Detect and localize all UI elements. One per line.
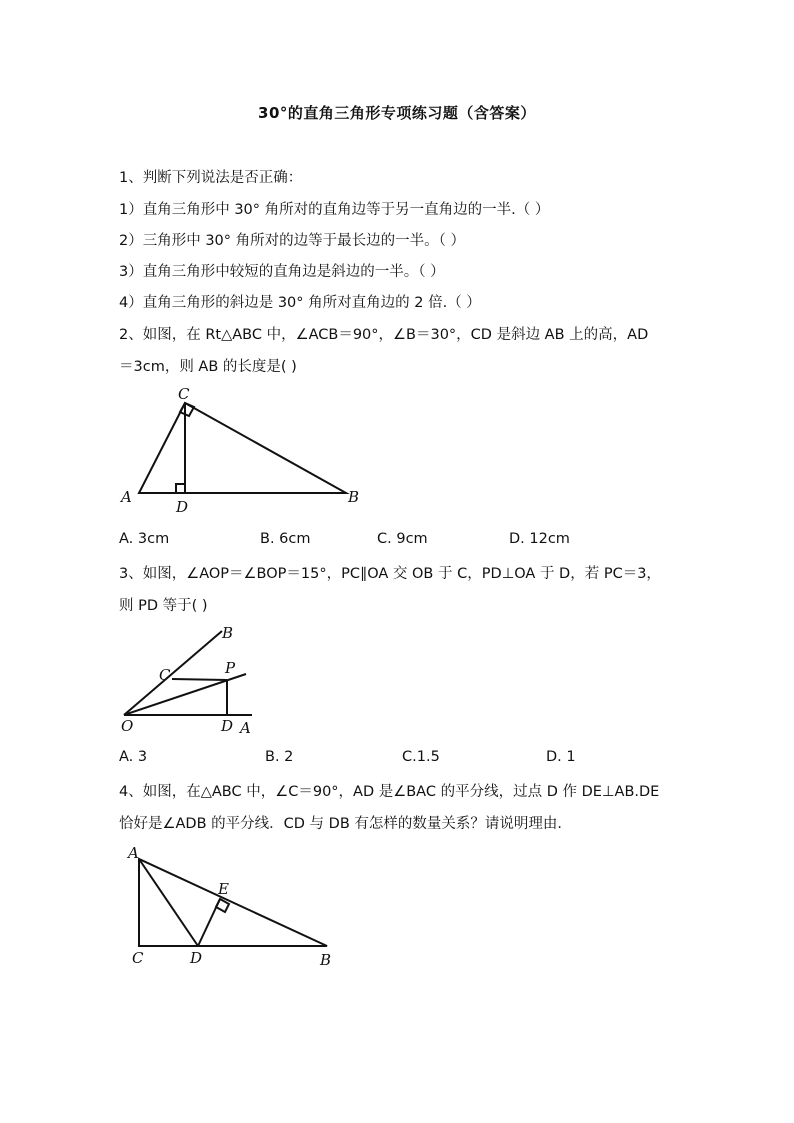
q2-label-a: A: [121, 488, 132, 506]
q4-label-d: D: [190, 949, 203, 967]
page-title: 30°的直角三角形专项练习题（含答案）: [258, 104, 536, 122]
q2-stem-line1: 2、如图，在 Rt△ABC 中，∠ACB＝90°，∠B＝30°，CD 是斜边 AB 上的高，AD: [119, 327, 649, 343]
q2-option-d: D. 12cm: [509, 531, 570, 547]
q3-stem-line2: 则 PD 等于( ): [119, 598, 208, 614]
q4-figure: [120, 838, 350, 973]
q3-segment-pc: [172, 679, 227, 680]
q2-figure: [110, 378, 370, 518]
q4-label-a: A: [128, 844, 139, 862]
q4-label-e: E: [218, 880, 229, 898]
q4-stem-line1: 4、如图，在△ABC 中，∠C＝90°，AD 是∠BAC 的平分线，过点 D 作 DE⊥AB.DE: [119, 784, 660, 800]
q2-label-c: C: [178, 385, 190, 403]
q1-item-4: 4）直角三角形的斜边是 30° 角所对直角边的 2 倍.（ ）: [119, 295, 481, 311]
q3-option-c: C.1.5: [402, 749, 440, 765]
q3-option-a: A. 3: [119, 749, 148, 765]
q2-right-angle-mark-c: [180, 403, 194, 416]
q2-option-c: C. 9cm: [377, 531, 428, 547]
q2-label-d: D: [176, 498, 189, 516]
q3-label-c: C: [159, 666, 171, 684]
q3-figure: [115, 620, 265, 740]
q3-ray-ob: [124, 631, 222, 715]
q3-label-b: B: [222, 624, 234, 642]
q3-label-p: P: [225, 659, 236, 677]
q2-triangle-abc: [139, 403, 346, 493]
q4-label-c: C: [132, 949, 144, 967]
q1-item-2: 2）三角形中 30° 角所对的边等于最长边的一半。（ ）: [119, 233, 466, 249]
q3-label-a: A: [240, 719, 251, 737]
q3-stem-line1: 3、如图，∠AOP＝∠BOP＝15°，PC∥OA 交 OB 于 C，PD⊥OA 于 D，若 PC＝3，: [119, 566, 661, 582]
q4-stem-line2: 恰好是∠ADB 的平分线．CD 与 DB 有怎样的数量关系？请说明理由．: [119, 816, 572, 832]
q4-triangle-abc: [139, 859, 327, 946]
q3-label-o: O: [121, 717, 134, 735]
q2-option-a: A. 3cm: [119, 531, 170, 547]
q2-stem-line2: ＝3cm，则 AB 的长度是( ): [119, 359, 297, 375]
q4-label-b: B: [320, 951, 332, 969]
q3-label-d: D: [221, 717, 234, 735]
q1-item-1: 1）直角三角形中 30° 角所对的直角边等于另一直角边的一半.（ ）: [119, 202, 550, 218]
q1-stem: 1、判断下列说法是否正确：: [119, 170, 303, 186]
q3-option-b: B. 2: [265, 749, 294, 765]
q2-label-b: B: [348, 488, 360, 506]
q1-item-3: 3）直角三角形中较短的直角边是斜边的一半。（ ）: [119, 264, 445, 280]
q2-option-b: B. 6cm: [260, 531, 311, 547]
q2-right-angle-mark-d: [176, 484, 185, 493]
q3-option-d: D. 1: [546, 749, 576, 765]
